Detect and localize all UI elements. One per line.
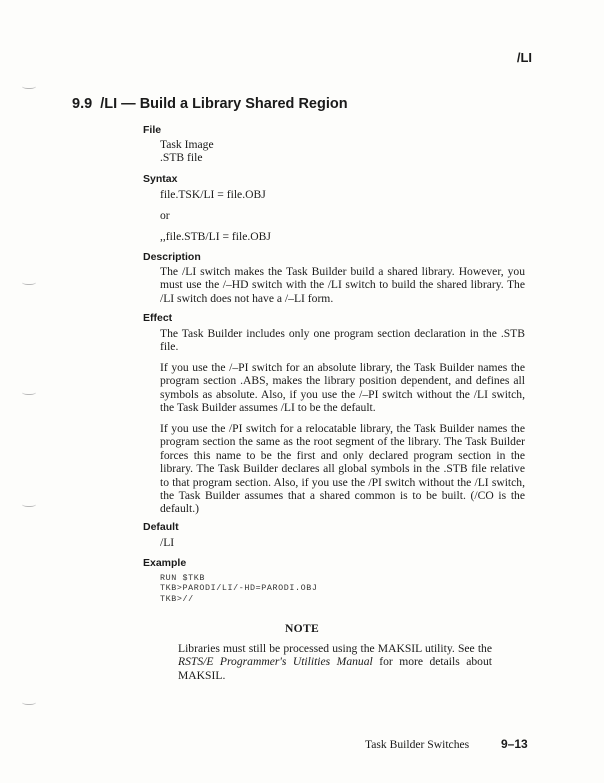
- binding-hole-mark: [22, 500, 36, 507]
- page-number: 9–13: [501, 737, 528, 751]
- note-title: NOTE: [284, 622, 320, 635]
- example-code-line-2: TKB>PARODI/LI/-HD=PARODI.OBJ: [160, 583, 318, 594]
- section-title: [72, 96, 348, 112]
- default-heading: Default: [143, 521, 179, 533]
- file-heading: File: [143, 124, 162, 136]
- footer-chapter-title: Task Builder Switches: [365, 738, 470, 751]
- effect-heading: Effect: [143, 312, 173, 324]
- syntax-or: or: [160, 209, 170, 222]
- description-text: The /LI switch makes the Task Builder build a shared library. However, you must use the /–HD switch with the /LI switch to build the shared library. The /LI switch does not have a /–LI form.: [160, 265, 525, 305]
- note-text-before: Libraries must still be processed using the MAKSIL utility. See the: [178, 642, 492, 655]
- running-head: /LI: [516, 50, 532, 65]
- syntax-line-2: ,,file.STB/LI = file.OBJ: [160, 230, 271, 243]
- example-heading: Example: [143, 557, 187, 569]
- file-line-2: .STB file: [160, 151, 203, 164]
- effect-paragraph-2: If you use the /–PI switch for an absolute library, the Task Builder names the program section .ABS, makes the library position dependent, and defines all symbols as absolute. Also, if you use the /–PI switch without the /LI switch, the Task Builder assumes /LI to be the default.: [160, 361, 525, 415]
- description-heading: Description: [143, 251, 201, 263]
- binding-hole-mark: [22, 278, 36, 285]
- section-number: 9.9: [72, 96, 93, 112]
- effect-paragraph-1: The Task Builder includes only one program section declaration in the .STB file.: [160, 327, 525, 354]
- syntax-line-1: file.TSK/LI = file.OBJ: [160, 188, 266, 201]
- note-body: [178, 642, 492, 682]
- file-line-1: Task Image: [160, 138, 214, 151]
- section-name: /LI — Build a Library Shared Region: [100, 96, 348, 112]
- default-value: /LI: [160, 536, 175, 549]
- binding-hole-mark: [22, 388, 36, 395]
- example-code-line-1: RUN $TKB: [160, 573, 206, 583]
- example-code: [160, 573, 318, 604]
- binding-hole-mark: [22, 698, 36, 705]
- binding-hole-mark: [22, 82, 36, 89]
- note-manual-title: RSTS/E Programmer's Utilities Manual: [178, 655, 373, 669]
- effect-paragraph-3: If you use the /PI switch for a relocatable library, the Task Builder names the program section the same as the root segment of the library. The Task Builder forces this name to be the first and only declared program section in the library. The Task Builder declares all global symbols in the .STB file relative to that program section. Also, if you use the /PI switch without the /LI switch, the Task Builder assumes that a shared common is to be built. (/CO is the default.): [160, 422, 525, 516]
- syntax-heading: Syntax: [143, 173, 178, 185]
- note-text-after: for more details about MAKSIL.: [178, 655, 492, 682]
- example-code-line-3: TKB>//: [160, 593, 194, 604]
